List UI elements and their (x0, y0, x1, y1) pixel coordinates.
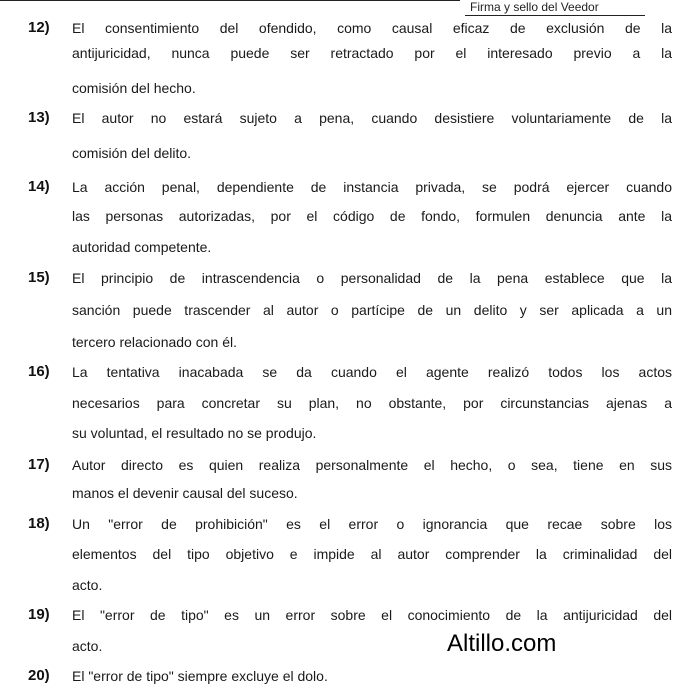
question-text-line: manos el devenir causal del suceso. (72, 485, 298, 501)
question-text-line: acto. (72, 638, 103, 654)
question-text-line: autoridad competente. (72, 239, 212, 255)
question-number: 16) (28, 363, 50, 380)
question-text-line: las personas autorizadas, por el código de fondo, formulen denuncia ante la (72, 208, 672, 224)
question-text-line: su voluntad, el resultado no se produjo. (72, 425, 317, 441)
question-number: 12) (28, 19, 50, 36)
signature-label: Firma y sello del Veedor (470, 0, 599, 14)
signature-line (465, 15, 645, 16)
question-text-line: El "error de tipo" es un error sobre el conocimiento de la antijuricidad del (72, 607, 672, 623)
question-text-line: sanción puede trascender al autor o partícipe de un delito y ser aplicada a un (72, 302, 672, 318)
question-number: 17) (28, 456, 50, 473)
question-number: 20) (28, 667, 50, 684)
question-text-line: El autor no estará sujeto a pena, cuando desistiere voluntariamente de la (72, 110, 672, 126)
question-number: 15) (28, 269, 50, 286)
question-text-line: antijuricidad, nunca puede ser retractado por el interesado previo a la (72, 45, 672, 61)
question-text-line: tercero relacionado con él. (72, 334, 237, 350)
question-number: 14) (28, 178, 50, 195)
question-text-line: comisión del hecho. (72, 80, 196, 96)
question-number: 13) (28, 109, 50, 126)
question-text-line: comisión del delito. (72, 145, 192, 161)
question-text-line: El principio de intrascendencia o personalidad de la pena establece que la (72, 270, 672, 286)
top-rule (0, 0, 460, 1)
question-text-line: Un "error de prohibición" es el error o ignorancia que recae sobre los (72, 516, 672, 532)
question-number: 19) (28, 606, 50, 623)
question-number: 18) (28, 515, 50, 532)
question-text-line: El "error de tipo" siempre excluye el dolo. (72, 668, 328, 684)
question-text-line: necesarios para concretar su plan, no obstante, por circunstancias ajenas a (72, 395, 672, 411)
question-text-line: La tentativa inacabada se da cuando el agente realizó todos los actos (72, 364, 672, 380)
question-text-line: elementos del tipo objetivo e impide al autor comprender la criminalidad del (72, 546, 672, 562)
watermark: Altillo.com (447, 630, 557, 657)
question-text-line: La acción penal, dependiente de instancia privada, se podrá ejercer cuando (72, 179, 672, 195)
question-text-line: Autor directo es quien realiza personalmente el hecho, o sea, tiene en sus (72, 457, 672, 473)
question-text-line: acto. (72, 577, 103, 593)
question-text-line: El consentimiento del ofendido, como causal eficaz de exclusión de la (72, 20, 672, 36)
